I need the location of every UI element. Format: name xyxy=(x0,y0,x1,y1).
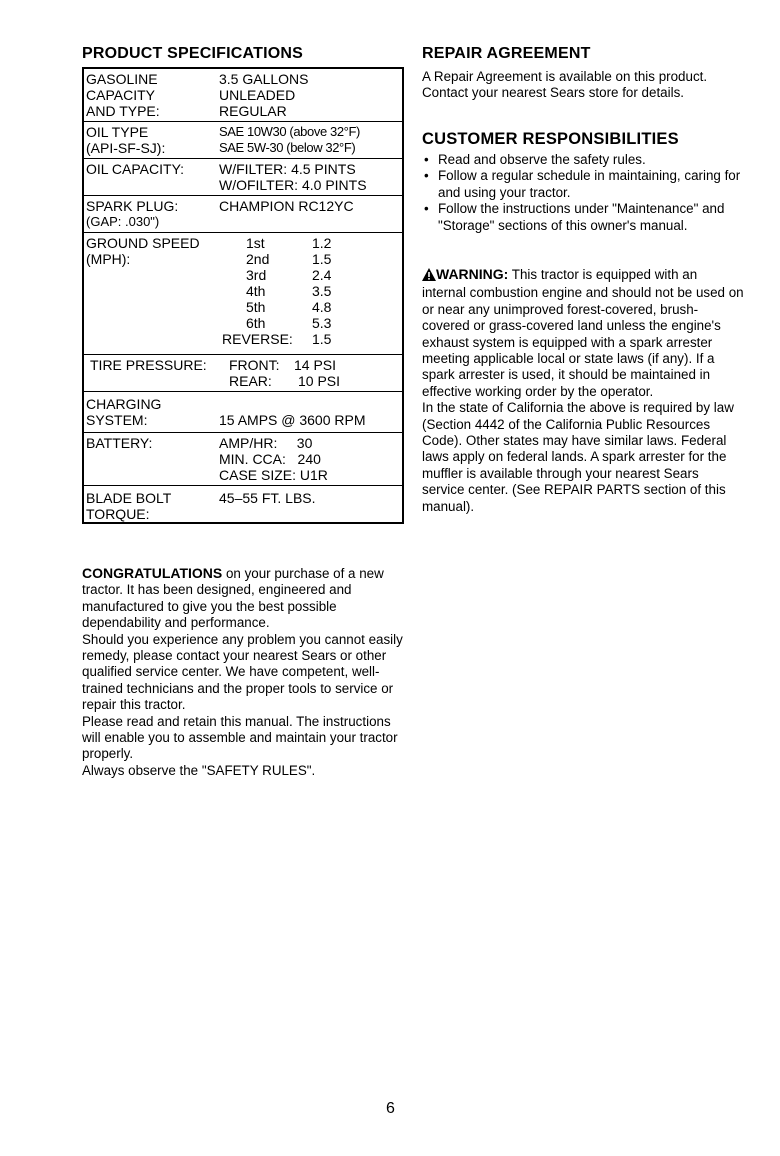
spec-label: (MPH): xyxy=(86,251,131,267)
bullet-icon: • xyxy=(424,168,429,184)
tire-rear-value: 10 PSI xyxy=(298,373,341,389)
gear-label: 3rd xyxy=(246,267,267,283)
gear-speed: 2.4 xyxy=(312,267,332,283)
california-paragraph: In the state of California the above is required by law (Section 4442 of the California Public Resources Code). Other states may have similar laws. Federal laws apply on federal lands. A spark arrester for the muffler is available through your nearest Sears service center. (See REPAIR PARTS section of this manual). xyxy=(422,400,734,514)
spec-value: REGULAR xyxy=(219,103,287,119)
spec-label: OIL CAPACITY: xyxy=(86,161,185,177)
spec-label: BLADE BOLT xyxy=(86,490,172,506)
gear-speed: 3.5 xyxy=(312,283,332,299)
list-item xyxy=(422,168,744,201)
repair-agreement-heading: REPAIR AGREEMENT xyxy=(422,45,591,62)
bullet-icon: • xyxy=(424,201,429,217)
list-item-text: Read and observe the safety rules. xyxy=(438,152,646,167)
gasoline-row xyxy=(84,69,402,122)
spec-label: (API-SF-SJ): xyxy=(86,140,166,156)
spec-value: W/FILTER: 4.5 PINTS xyxy=(219,161,356,177)
list-item-text: Follow a regular schedule in maintaining, caring for and using your tractor. xyxy=(438,168,741,200)
spec-label: CHARGING xyxy=(86,396,162,412)
specifications-heading: PRODUCT SPECIFICATIONS xyxy=(82,45,304,62)
spec-value: SAE 5W-30 (below 32°F) xyxy=(219,140,356,155)
gear-speed: 4.8 xyxy=(312,299,332,315)
bullet-icon: • xyxy=(424,152,429,167)
warning-text: This tractor is equipped with an internal combustion engine and should not be used on or near any unimproved forest-covered, brush-covered or grass-covered land unless the engine's exhaust system is equipped with a spark arrester meeting applicable local or state laws (if any). If a spark arrester is used, it should be maintained in effective working order by the operator. xyxy=(422,267,744,399)
gear-label: 5th xyxy=(246,299,266,315)
service-paragraph: Should you experience any problem you cannot easily remedy, please contact your nearest Sears or other qualified service center. We have competent, well-trained technicians and the proper tools to service or repair this tractor. xyxy=(82,631,403,713)
warning-triangle-icon xyxy=(422,268,436,285)
oil-capacity-row xyxy=(84,159,402,196)
list-item xyxy=(422,201,744,234)
battery-row xyxy=(84,433,402,486)
specifications-table xyxy=(82,67,404,524)
ground-speed-row xyxy=(84,233,402,355)
list-item-text: Follow the instructions under "Maintenance" and "Storage" sections of this owner's manual. xyxy=(438,201,725,233)
spec-label: BATTERY: xyxy=(86,435,153,451)
charging-row xyxy=(84,392,402,433)
spec-label: SPARK PLUG: xyxy=(86,198,179,214)
spec-label: OIL TYPE xyxy=(86,124,149,140)
blade-bolt-row xyxy=(84,486,402,522)
spec-label: GROUND SPEED xyxy=(86,235,200,251)
list-item xyxy=(422,152,744,168)
repair-agreement-text: A Repair Agreement is available on this product. Contact your nearest Sears store for details. xyxy=(422,69,708,101)
reverse-speed: 1.5 xyxy=(312,331,332,347)
spec-label: CAPACITY xyxy=(86,87,155,103)
tire-rear-label: REAR: xyxy=(229,373,272,389)
tire-front-label: FRONT: xyxy=(229,357,280,373)
page-number: 6 xyxy=(386,1100,395,1117)
spec-value: UNLEADED xyxy=(219,87,296,103)
tire-front-value: 14 PSI xyxy=(294,357,337,373)
warning-block xyxy=(422,266,744,515)
safety-rules-paragraph: Always observe the "SAFETY RULES". xyxy=(82,762,316,778)
spark-plug-row xyxy=(84,196,402,233)
spec-value: CASE SIZE: U1R xyxy=(219,467,328,483)
warning-label: WARNING: xyxy=(436,266,509,282)
responsibilities-list xyxy=(422,152,744,234)
spec-value: 15 AMPS @ 3600 RPM xyxy=(219,412,366,428)
spec-label: (GAP: .030") xyxy=(86,214,160,229)
congratulations-text xyxy=(82,565,404,779)
manual-paragraph: Please read and retain this manual. The instructions will enable you to assemble and maintain your tractor properly. xyxy=(82,713,398,762)
spec-value: W/OFILTER: 4.0 PINTS xyxy=(219,177,367,193)
congratulations-heading: CONGRATULATIONS xyxy=(82,565,223,581)
spec-value: 3.5 GALLONS xyxy=(219,71,309,87)
spec-label: SYSTEM: xyxy=(86,412,148,428)
gear-label: 2nd xyxy=(246,251,270,267)
gear-label: 1st xyxy=(246,235,265,251)
gear-speed: 5.3 xyxy=(312,315,332,331)
spec-label: TIRE PRESSURE: xyxy=(90,357,207,373)
tire-pressure-row xyxy=(84,355,402,392)
spec-label: AND TYPE: xyxy=(86,103,160,119)
gear-speed: 1.5 xyxy=(312,251,332,267)
oil-type-row xyxy=(84,122,402,159)
gear-label: 4th xyxy=(246,283,266,299)
congratulations-body: on your purchase of a new tractor. It has been designed, engineered and manufactured to give you the best possible dependability and performance. xyxy=(82,566,384,631)
spec-value: AMP/HR: 30 xyxy=(219,435,313,451)
spec-label: GASOLINE xyxy=(86,71,158,87)
spec-value: 45–55 FT. LBS. xyxy=(219,490,316,506)
spec-value: CHAMPION RC12YC xyxy=(219,198,354,214)
reverse-label: REVERSE: xyxy=(222,331,293,347)
spec-value: SAE 10W30 (above 32°F) xyxy=(219,124,360,139)
gear-label: 6th xyxy=(246,315,266,331)
spec-label: TORQUE: xyxy=(86,506,150,522)
gear-speed: 1.2 xyxy=(312,235,332,251)
customer-responsibilities-heading: CUSTOMER RESPONSIBILITIES xyxy=(422,130,679,148)
spec-value: MIN. CCA: 240 xyxy=(219,451,321,467)
